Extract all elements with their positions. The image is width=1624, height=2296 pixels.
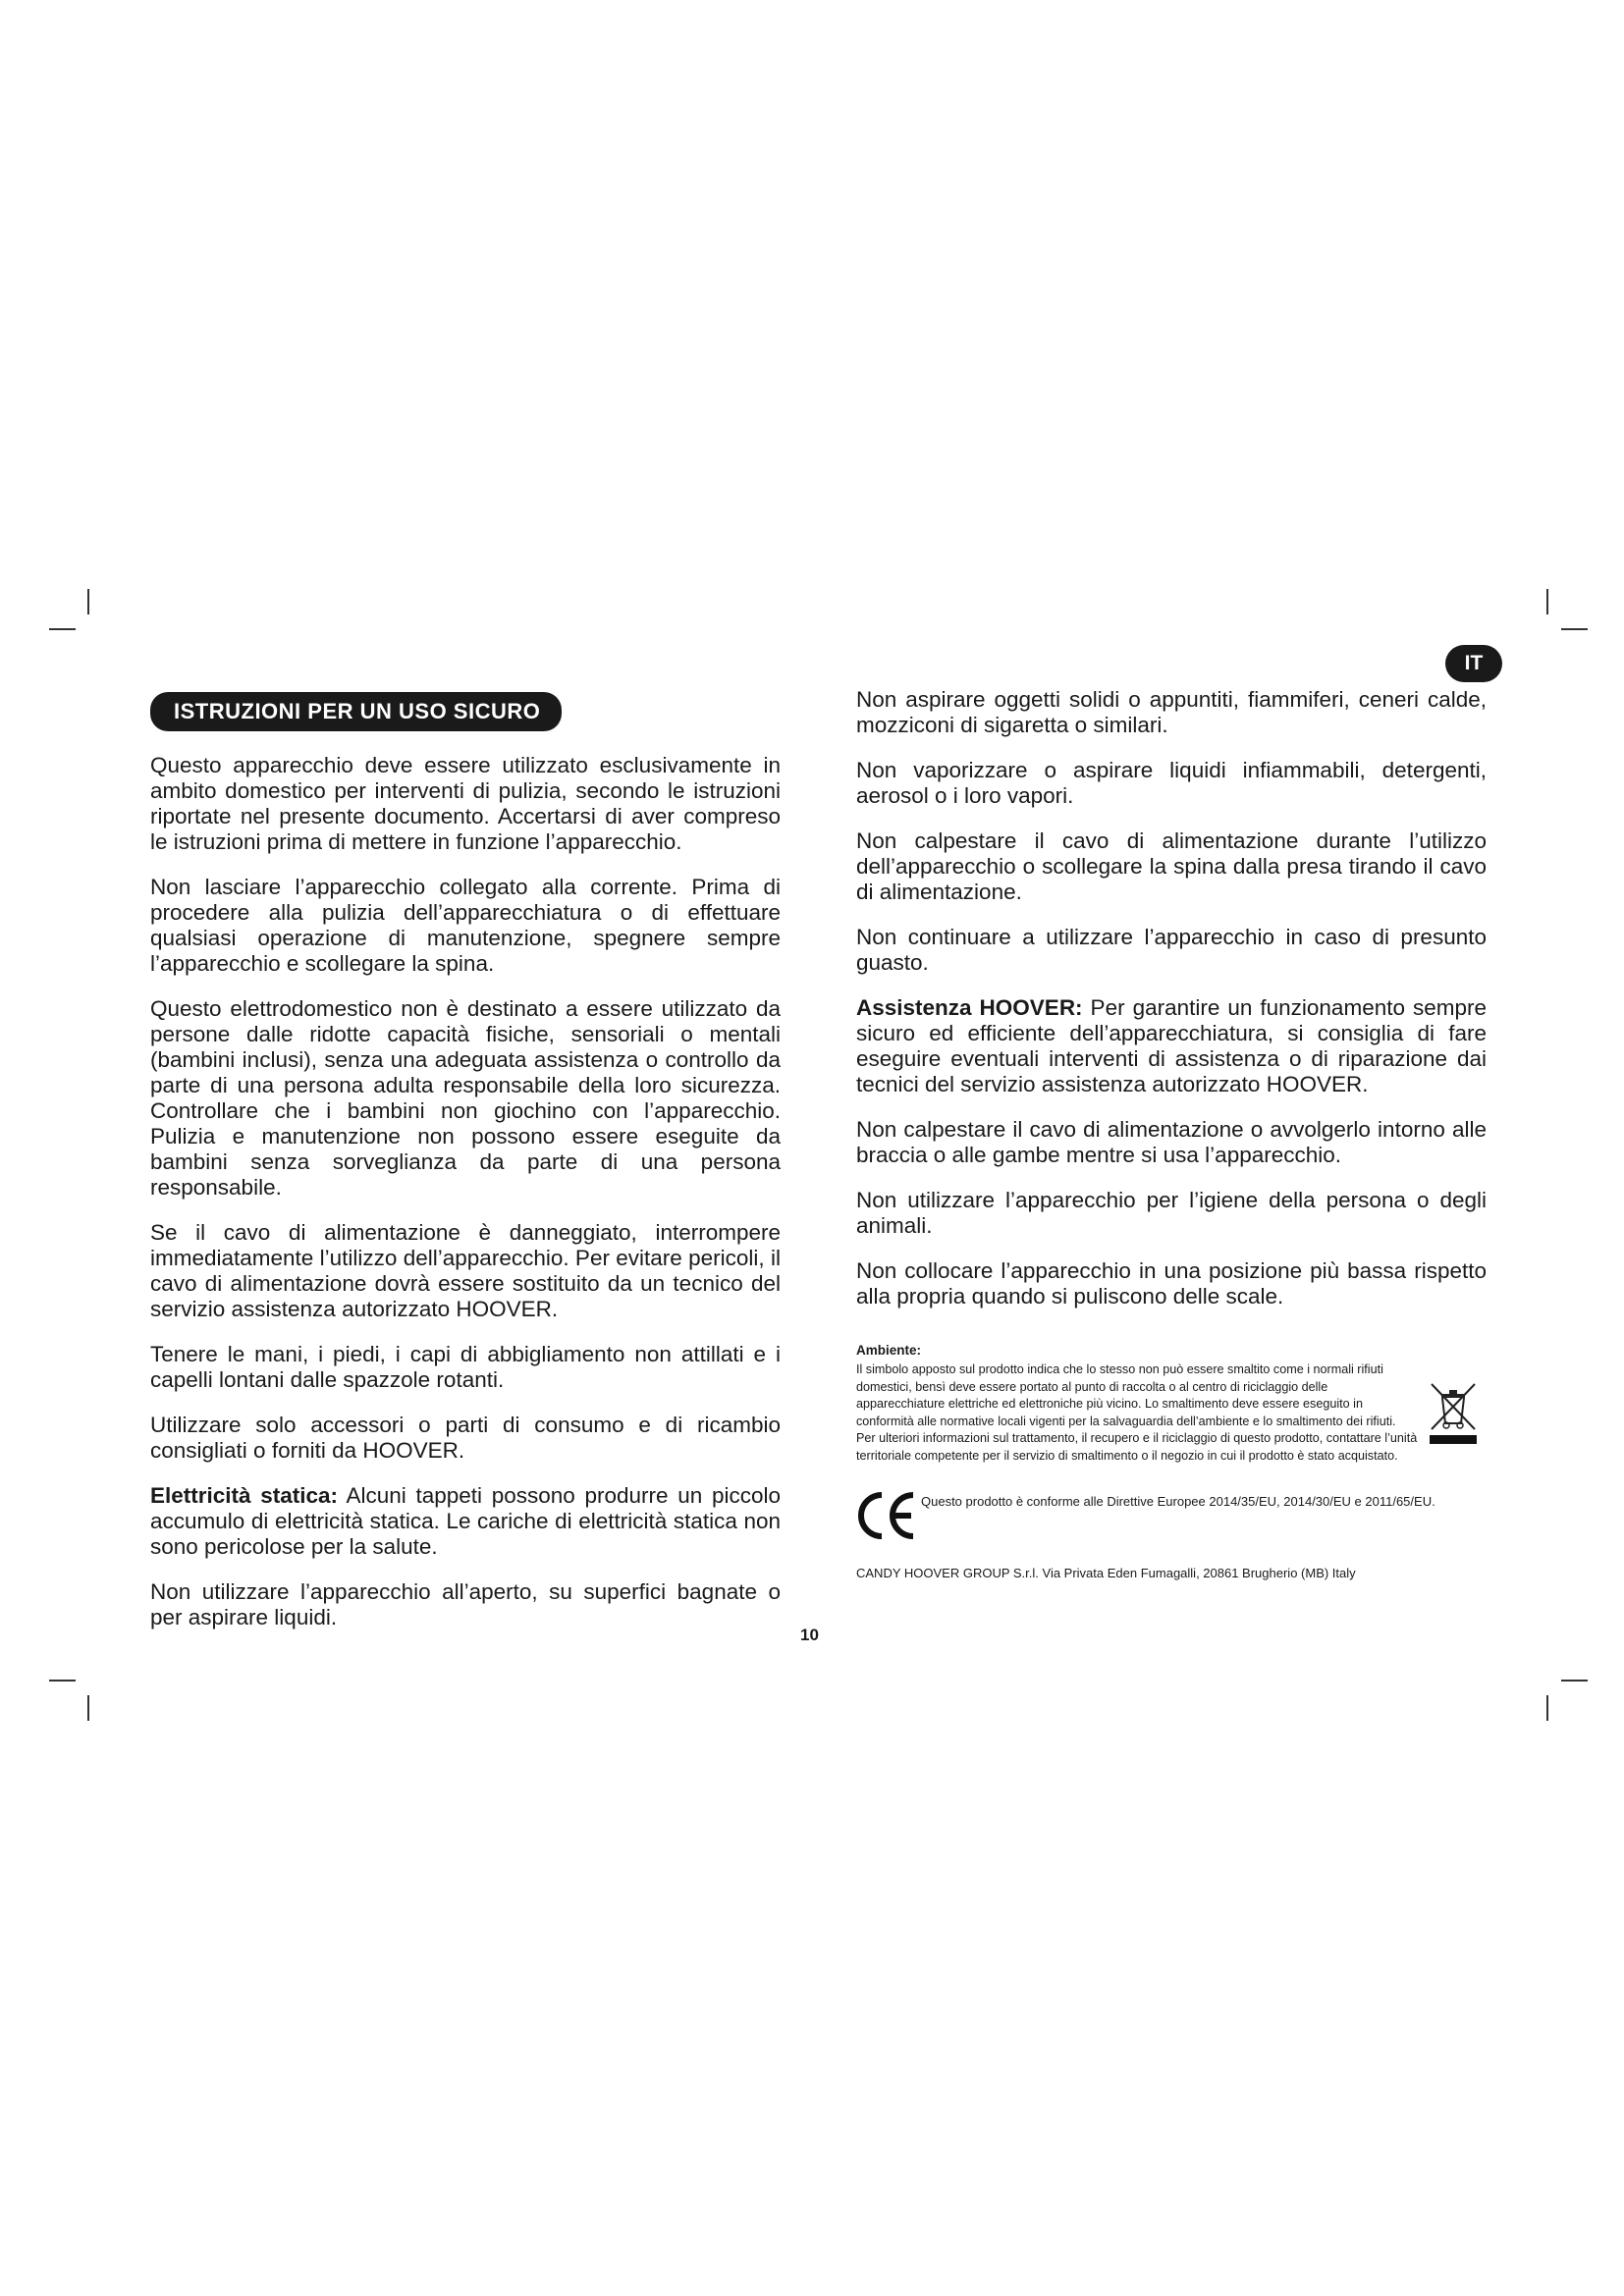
paragraph-unplug: Non lasciare l’apparecchio collegato alla corrente. Prima di procedere alla pulizia dell’apparecchiatura o di effettuare qualsiasi operazione di manutenzione, spegnere sempre l’apparecchio e scollegare la spina. [150, 875, 781, 976]
page-number: 10 [800, 1626, 819, 1644]
paragraph-accessories: Utilizzare solo accessori o parti di consumo e di ricambio consigliati o forniti da HOOVER. [150, 1413, 781, 1463]
static-electricity-label: Elettricità statica: [150, 1483, 339, 1508]
left-column [150, 687, 781, 1650]
compliance-text: Questo prodotto è conforme alle Direttive Europee 2014/35/EU, 2014/30/EU e 2011/65/EU. [921, 1493, 1435, 1509]
language-badge: IT [1445, 645, 1502, 682]
right-column [856, 687, 1487, 1580]
paragraph-static-electricity [150, 1483, 781, 1560]
paragraph-stairs: Non collocare l’apparecchio in una posizione più bassa rispetto alla propria quando si puliscono delle scale. [856, 1258, 1487, 1308]
paragraph-solid-objects: Non aspirare oggetti solidi o appuntiti, fiammiferi, ceneri calde, mozziconi di sigaretta o similari. [856, 687, 1487, 737]
paragraph-flammable-liquids: Non vaporizzare o aspirare liquidi infiammabili, detergenti, aerosol o i loro vapori. [856, 758, 1487, 808]
hoover-service-label: Assistenza HOOVER: [856, 995, 1083, 1020]
crop-mark-bottom-right-v [1546, 1695, 1548, 1721]
paragraph-outdoor: Non utilizzare l’apparecchio all’aperto, su superfici bagnate o per aspirare liquidi. [150, 1579, 781, 1629]
paragraph-damaged-cable: Se il cavo di alimentazione è danneggiato, interrompere immediatamente l’utilizzo dell’apparecchio. Per evitare pericoli, il cavo di alimentazione dovrà essere sostituito da un tecnico del servizio assistenza autorizzato HOOVER. [150, 1220, 781, 1321]
ce-mark-icon [856, 1489, 919, 1542]
paragraph-hoover-service [856, 995, 1487, 1097]
crop-mark-top-right-h [1561, 628, 1588, 630]
paragraph-cable-step: Non calpestare il cavo di alimentazione durante l’utilizzo dell’apparecchio o scollegare la spina dalla presa tirando il cavo di alimentazione. [856, 828, 1487, 904]
ce-compliance [856, 1489, 1487, 1546]
static-electricity-text: Alcuni tappeti possono produrre un piccolo accumulo di elettricità statica. Le cariche di elettricità statica non sono pericolose per la salute. [150, 1483, 782, 1559]
weee-bin-icon [1430, 1382, 1477, 1445]
crop-mark-top-right-v [1546, 589, 1548, 614]
paragraph-children: Questo elettrodomestico non è destinato a essere utilizzato da persone dalle ridotte capacità fisiche, sensoriali o mentali (bambini inclusi), senza una adeguata assistenza o controllo da parte di una persona adulta responsabile della loro sicurezza. Controllare che i bambini non giochino con l’apparecchio. Pulizia e manutenzione non possono essere eseguite da bambini senza sorveglianza da parte di una persona responsabile. [150, 996, 781, 1200]
environment-section [856, 1343, 1487, 1466]
crop-mark-bottom-right-h [1561, 1680, 1588, 1682]
paragraph-cable-wrap: Non calpestare il cavo di alimentazione o avvolgerlo intorno alle braccia o alle gambe mentre si usa l’apparecchio. [856, 1117, 1487, 1167]
crop-mark-top-left-h [49, 628, 76, 630]
crop-mark-top-left-v [87, 589, 89, 614]
crop-mark-bottom-left-v [87, 1695, 89, 1721]
environment-title: Ambiente: [856, 1343, 922, 1358]
hoover-service-text: Per garantire un funzionamento sempre sicuro ed efficiente dell’apparecchiatura, si consiglia di fare eseguire eventuali interventi di assistenza o di riparazione dai tecnici del servizio assistenza autorizzato HOOVER. [856, 995, 1487, 1096]
company-address: CANDY HOOVER GROUP S.r.l. Via Privata Eden Fumagalli, 20861 Brugherio (MB) Italy [856, 1565, 1356, 1580]
paragraph-malfunction: Non continuare a utilizzare l’apparecchio in caso di presunto guasto. [856, 925, 1487, 975]
paragraph-domestic-use: Questo apparecchio deve essere utilizzato esclusivamente in ambito domestico per interventi di pulizia, secondo le istruzioni riportate nel presente documento. Accertarsi di aver compreso le istruzioni prima di mettere in funzione l’apparecchio. [150, 753, 781, 854]
paragraph-hygiene: Non utilizzare l’apparecchio per l’igiene della persona o degli animali. [856, 1188, 1487, 1238]
paragraph-rotating-brushes: Tenere le mani, i piedi, i capi di abbigliamento non attillati e i capelli lontani dalle spazzole rotanti. [150, 1342, 781, 1392]
section-title: ISTRUZIONI PER UN USO SICURO [150, 692, 562, 731]
environment-text: Il simbolo apposto sul prodotto indica che lo stesso non può essere smaltito come i normali rifiuti domestici, bensì deve essere portato al punto di raccolta o al centro di riciclaggio delle apparecchiature elettriche ed elettroniche più vicino. Lo smaltimento deve essere eseguito in conformità alle normative locali vigenti per la salvaguardia dell’ambiente e lo smaltimento dei rifiuti. Per ulteriori informazioni sul trattamento, il recupero e il riciclaggio di questo prodotto, contattare l’unità territoriale competente per il servizio di smaltimento o il negozio in cui il prodotto è stato acquistato. [856, 1362, 1418, 1463]
crop-mark-bottom-left-h [49, 1680, 76, 1682]
